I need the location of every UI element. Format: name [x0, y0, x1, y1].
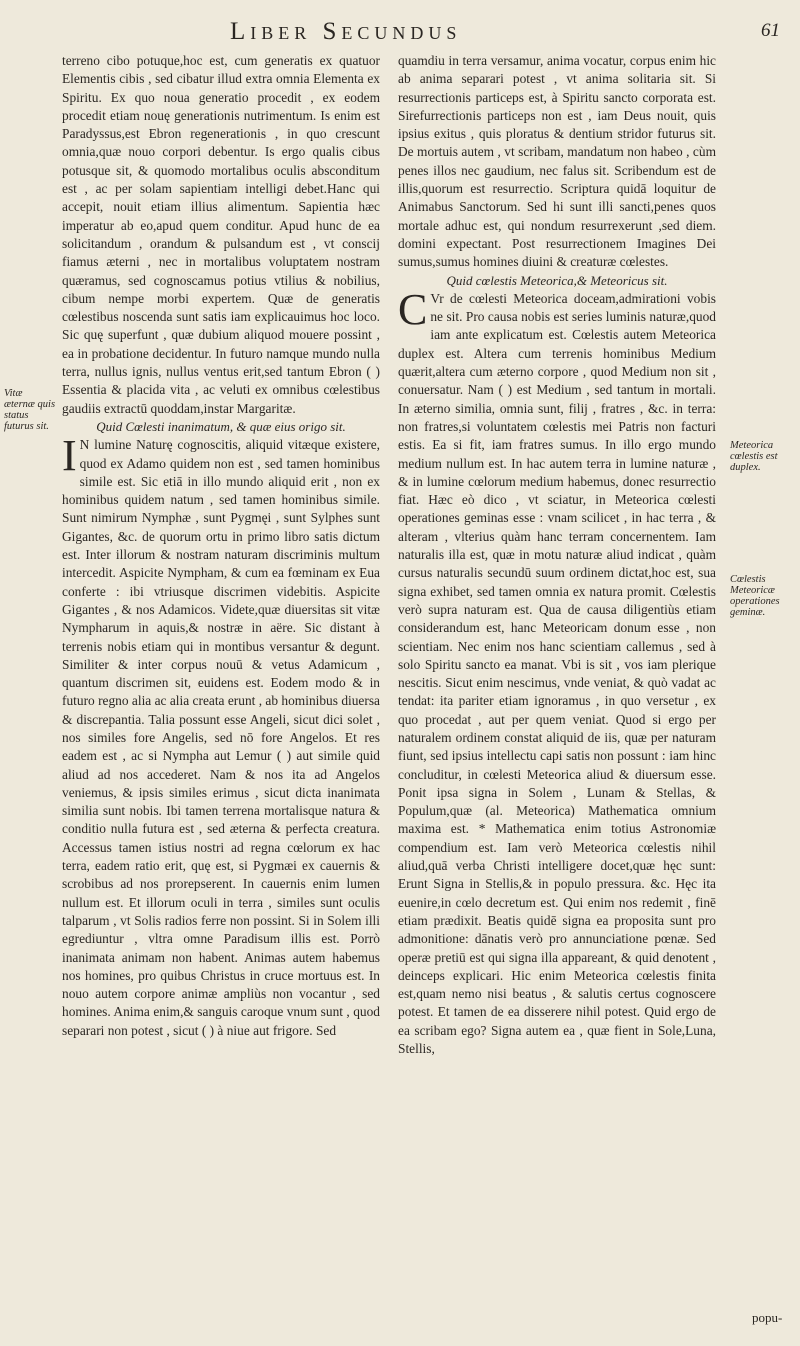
right-paragraph-2-text: Vr de cœlesti Meteorica doceam,admirationi vobis ne sit. Pro causa nobis est series luminis naturæ,quod iam ante explicatum est. Cœlestis autem Meteorica duplex est. Altera cum terrenis hominibus Medium quærit,altera cum æterno corpore , quod Medium non sit , conuersatur. Nam ( ) est Medium , sed tantum in mortali. In æterno similia, omnia sunt, filij , fratres , &c. in terra: non fratres,si voluntatem cœlestis mei Patris non facturi estis. Ea si fit, iam fratres sumus. In illo ergo mundo medium nullum est. In hac autem terra in lumine naturæ , & in lumine cœlorum medium habemus, donec resurrectio fiat. Hæc eò dico , vt sciatur, in Meteorica cœlesti operationes geminas esse : vnam scilicet , in hac terra , & alteram , vlterius quàm hanc terram concernentem. Iam naturalis illa est, quæ in motu naturæ aliud indicat , quàm cursus naturalis secundū suum ordinem dictat,hoc est, sua signa exhibet, sed tamen omnia ex natura promit. Cœlestis verò supra naturam est. Qua de causa diligentiùs etiam considerandum est, hanc Meteoricam donum esse , non scientiam. Nec enim nos hanc scientiam callemus , sed à solo Spiritu sancto ea manat. Vbi is sit , vos iam plerique nescitis. Sicut enim nescimus, vnde veniat, & quò vadat ac tendat: ita pariter etiam ignoramus , in quo versetur , ex quo procedat , aut per quem veniat. Quod si ergo per naturalem ordinem constat aliquid de iis, quæ per naturam fiunt, sed ipsius intellectu capi satis non possunt : iam hinc concluditur, in cœlesti Meteorica aliud & diuersum esse. Ponit ipsa signa in Solem , Lunam & Stellas, & Populum,quæ (al. Meteorica) Mathematica omnium maxima est. * Mathematica enim totius Astronomiæ compendium est. Iam verò Meteorica cœlestis nihil aliud,quā verba Christi intelligere docet,quæ hęc sunt: Erunt Signa in Stellis,& in populo pressura. &c. Hęc ita euenire,in cœlo decretum est. Qui enim nos redemit , finē etiam prædixit. Beatis quidē signa ea proposita sunt pro admonitione: dānatis verò pro annunciatione pœnæ. Sed operæ pretiū est qui signa illa appareant, & quid denotent , deinceps explicari. Hic enim Meteorica cœlestis finita est,quam nemo nisi beatus , & salutis certus cognoscere potest. Et tamen de ea disserere nihil potest. Quid ergo de ea scribam ego? Signa autem ea , quæ fient in Sole,Luna, Stellis,: [398, 290, 716, 1057]
margin-note-right-1: Meteorica cœlestis est duplex.: [730, 440, 778, 473]
right-column: [398, 52, 716, 1058]
drop-cap-left: I: [62, 431, 77, 481]
drop-cap-right: C: [398, 284, 428, 334]
right-paragraph-1: quamdiu in terra versamur, anima vocatur, corpus enim hic ab anima separari potest , vt anima solitaria sit. Si resurrectionis particeps est, à Spiritu sancto corporata est. Sirefurrectionis particeps non est , iam Deus nouit, quis ipsius exitus , quis ploratus & dentium stridor futurus sit. De mortuis autem , vt scribam, mandatum non habeo , cùm penes illos nec gaudium, nec falus sit. Scribendum est de illis,quorum est resurrectio. Scriptura quidā loquitur de Animabus Sanctorum. Sed hi sunt illi sancti,penes quos mortale adhuc est, qui nondum resurrexerunt ,sed diem. domini expectant. Post resurrectionem Imagines Dei sumus,sumus homines diuini & creaturæ cœlestes.: [398, 53, 716, 270]
catchword: popu-: [752, 1310, 783, 1325]
left-paragraph-2: [62, 431, 380, 1040]
running-header: [60, 16, 780, 48]
margin-note-right-2: Cœlestis Meteoricæ operationes geminæ.: [730, 574, 780, 618]
margin-note-left-1: Vitæ æternæ quis status futurus sit.: [4, 388, 56, 432]
left-section-heading: Quid Cœlesti inanimatum, & quæ eius origo sit.: [96, 418, 346, 434]
right-section-heading: Quid cœlestis Meteorica,& Meteoricus sit.: [446, 272, 668, 288]
running-title: Liber Secundus: [230, 18, 462, 45]
page-number: 61: [761, 20, 780, 41]
left-column: [62, 52, 380, 1040]
left-paragraph-1: terreno cibo potuque,hoc est, cum generatis ex quatuor Elementis cibis , sed cibatur illud extra omnia Elementa ex Spiritu. Ex quo noua generatio procedit , ex eodem procedit etiam nouę generationis nutrimentum. Is enim est Paradyssus,est Ebron regenerationis , in quo crescunt omnia,quæ nouo corpori debentur. Is ergo qualis cibus potusque sit, & quomodo mortalibus oculis absconditum est , ac per solam sapientiam intelligi debet.Hanc qui accepit, nouit etiam illius alimentum. Sapientia hæc imperatur ab eo,apud quem conditur. Apud hunc de ea solicitandum , orandum & pulsandum est , vt conscij fiamus æterni , nec in mortalibus voluptatem nostram quæramus, sed cognoscamus potius vtilius & nobilius, cibum nempe morbi expertem. Quæ de generatis cœlestibus noscenda sunt satis iam explicauimus hoc loco. Sic quę superfunt , quæ dubium aliquod mouere possint , ea in probatione decidentur. In futuro namque mundo nulla terra, nullus ignis, nullus ventus erit,sed tantum Ebron ( ) Essentia & placida vita , ac veluti ex omnibus cœlestibus gaudiis extractū quoddam,instar Margaritæ.: [62, 53, 380, 416]
left-paragraph-2-text: N lumine Naturę cognoscitis, aliquid vitæque existere, quod ex Adamo quidem non est , sed tamen hominibus simile est. Sic etiā in illo mundo aliquid erit , non ex hominibus quidem natum , sed tamen hominibus simile. Sunt nimirum Nymphæ , sunt Pygmęi , sunt Sylphes sunt Gigantes, &c. de quorum ortu in primo libro satis dictum est. Inter illorum & nostram naturam discriminis multum intercedit. Aspicite Nympham, & cum ea fœminam ex Eua conferte : ibi vtriusque discrimen videbitis. Aspicite Gigantes , & nos Adamicos. Videte,quæ diuersitas sit vitæ Nympharum in aquis,& nostræ in aëre. Sic distant à terrenis nobis etiam qui in montibus versantur & degunt. Similiter & inter corpus nouū & vetus Adamicum , quantum discrimen sit, euidens est. Eodem modo & in futuro regno alia ac alia creata erunt , ab hominibus diuersa & discrepantia. Talia possunt esse Angeli, sicut dici solet , nos similes fore Angelis, sed nō fore Angelos. Et res eadem est , ac si Nympha aut Lemur ( ) aut simile quid aliud ad nos accederet. Nam & nos ita ad Angelos veniemus, & ipsis similes erimus , sicut dicta inanimata similia sunt nobis. Ibi tamen terrena mortalisque natura & conditio nulla futura est , sed æterna & perfecta creatura. Accessus tamen istius nostri ad regna cœlorum ex hac terra, eadem ratio erit, quę est, si Pygmæi ex cauernis & scrobibus ad nos prorepserent. In cauernis enim lumen nullum est. Et illorum oculi in terra , similes sunt oculis talparum , vt Solis radios ferre non possint. Si in Solem illi egrediuntur , vltra omne Paradisum illis est. Porrò inanimata animam non habent. Animas autem habemus nos homines, pro quibus Christus in cruce mortuus est. In nouo autem corpore animæ ampliùs non vocantur , sed homines. Anima enim,& sanguis caroque vnum sunt , quod separari non potest , sicut ( ) à niue aut frigore. Sed: [62, 437, 380, 1038]
right-paragraph-2: [398, 284, 716, 1058]
